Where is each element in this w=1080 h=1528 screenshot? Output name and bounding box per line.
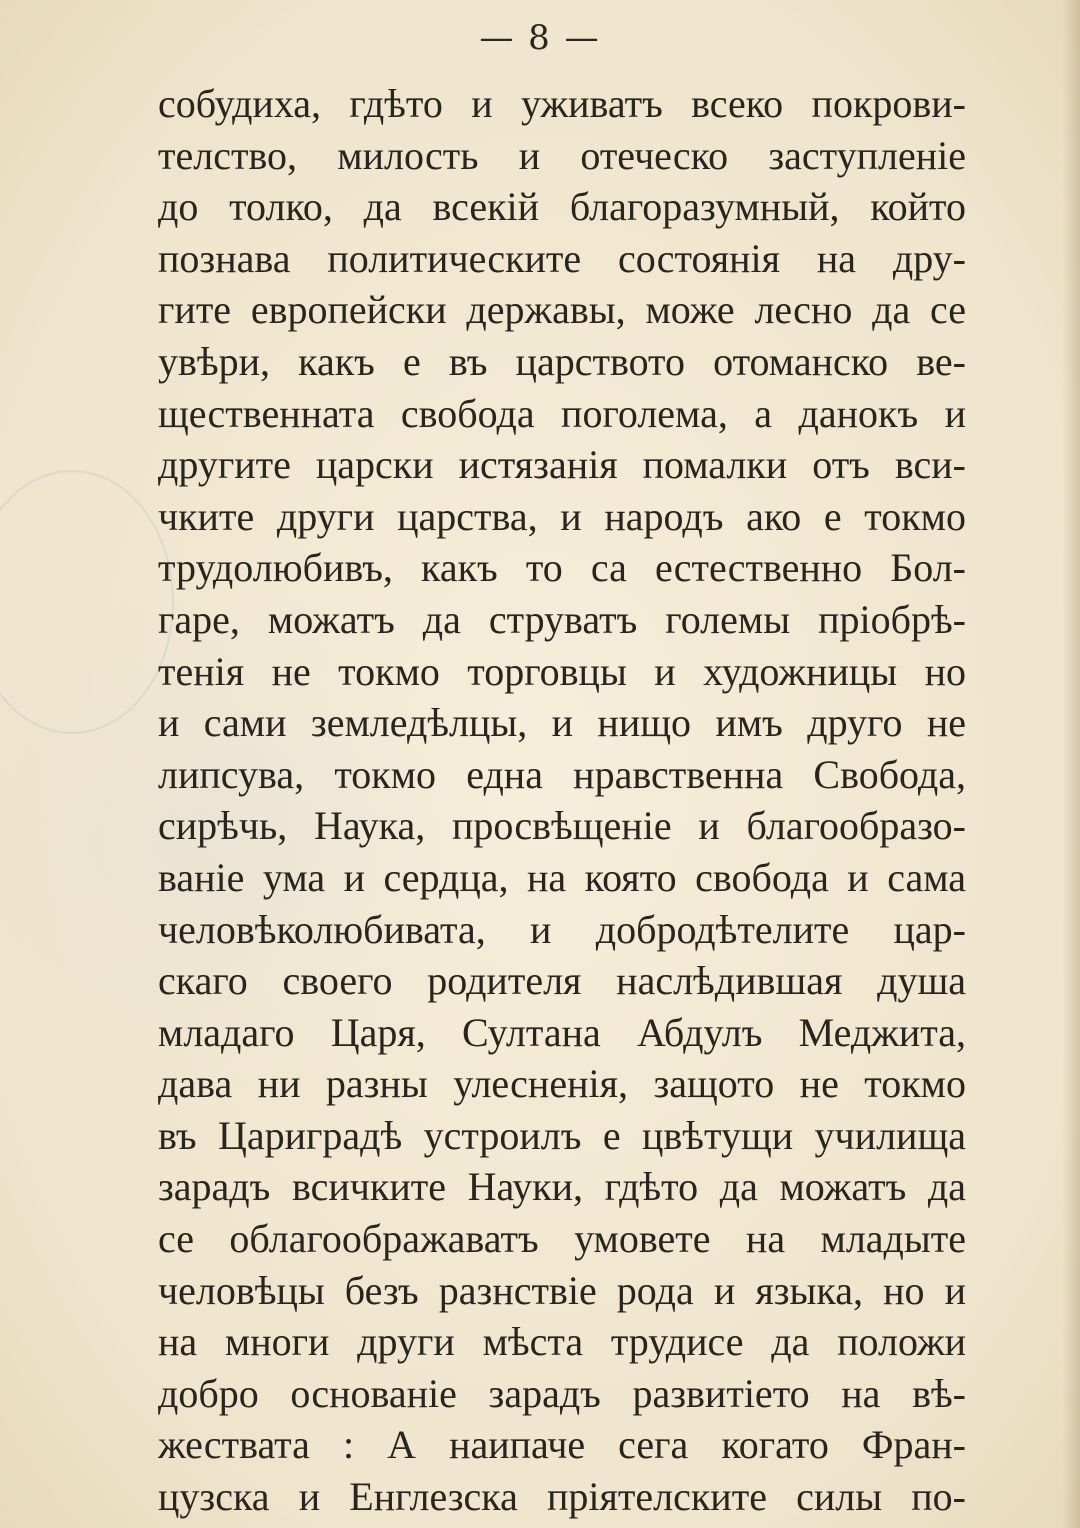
text-line: человѣцы безъ разнствіе рода и языка, но и <box>158 1267 966 1313</box>
text-line: сирѣчь, Наука, просвѣщеніе и благообразо- <box>158 803 966 849</box>
body-text <box>158 78 966 1523</box>
text-line: ваніе ума и сердца, на която свобода и сама <box>158 854 966 900</box>
text-line: се облагоображаватъ умовете на младыте <box>158 1216 966 1262</box>
faded-library-stamp <box>0 470 174 734</box>
text-line: младаго Царя, Султана Абдулъ Меджита, <box>158 1009 966 1055</box>
text-line: жествата : А наипаче сега когато Фран- <box>158 1422 966 1468</box>
page-edge-shadow <box>1062 0 1080 1528</box>
text-line: гаре, можатъ да струватъ големы пріобрѣ- <box>158 596 966 642</box>
text-line: человѣколюбивата, и добродѣтелите цар- <box>158 906 966 952</box>
text-line: собудиха, гдѣто и уживатъ всеко покрови- <box>158 81 966 126</box>
text-line: тенія не токмо торговцы и художницы но <box>158 648 966 694</box>
text-line: добро основаніе зарадъ развитіето на вѣ- <box>158 1370 966 1416</box>
text-line: щественната свобода поголема, а данокъ и <box>158 390 966 436</box>
text-line: трудолюбивъ, какъ то са естественно Бол- <box>158 545 966 591</box>
text-line: на многи други мѣста трудисе да положи <box>158 1319 966 1365</box>
text-line: другите царски истязанія помалки отъ вси- <box>158 442 966 488</box>
text-line: телство, милость и отеческо заступленіе <box>158 132 966 178</box>
text-line: липсува, токмо една нравственна Свобода, <box>158 751 966 797</box>
text-line: цузска и Енглезска пріятелските силы по- <box>158 1474 966 1520</box>
text-line: чките други царства, и народъ ако е токмо <box>158 493 966 539</box>
text-line: скаго своего родителя наслѣдившая душа <box>158 958 966 1004</box>
text-line: увѣри, какъ е въ царството отоманско ве- <box>158 338 966 384</box>
text-line: въ Цариградѣ устроилъ е цвѣтущи училища <box>158 1112 966 1158</box>
text-line: и сами земледѣлцы, и нищо имъ друго не <box>158 700 966 746</box>
text-line: познава политическите состоянія на дру- <box>158 235 966 281</box>
text-line: гите европейски державы, може лесно да се <box>158 287 966 333</box>
text-line: зарадъ всичките Науки, гдѣто да можатъ да <box>158 1164 966 1210</box>
page-number: — 8 — <box>479 18 601 58</box>
text-line: до толко, да всекій благоразумный, който <box>158 184 966 230</box>
text-line: дава ни разны улесненія, защото не токмо <box>158 1061 966 1107</box>
